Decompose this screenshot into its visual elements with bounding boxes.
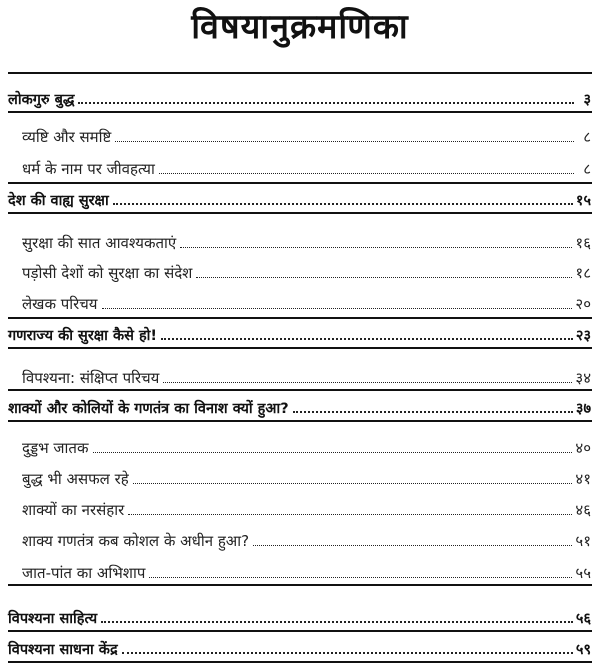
toc-entry[interactable]	[0, 527, 600, 551]
dot-leader	[133, 483, 573, 484]
toc-entry-title: दुड्डभ जातक	[22, 439, 89, 457]
toc-entry-page: १६	[575, 234, 591, 252]
toc-entry-page: २०	[575, 295, 591, 313]
dot-leader	[149, 577, 572, 578]
dot-leader	[196, 277, 572, 278]
toc-entry[interactable]	[0, 155, 600, 179]
toc-entry-title: शाक्यों का नरसंहार	[22, 501, 125, 519]
dot-leader	[101, 621, 573, 623]
dot-leader	[102, 308, 573, 309]
toc-entry-title: धर्म के नाम पर जीवहत्या	[22, 160, 155, 178]
toc-entry[interactable]	[0, 259, 600, 283]
toc-entry[interactable]	[0, 434, 600, 458]
divider	[8, 661, 592, 663]
toc-entry[interactable]	[0, 559, 600, 583]
toc-entry[interactable]	[0, 635, 600, 659]
toc-entry[interactable]	[0, 290, 600, 314]
divider	[8, 212, 592, 214]
divider	[8, 317, 592, 319]
dot-leader	[113, 203, 573, 205]
toc-entry[interactable]	[0, 364, 600, 388]
divider	[8, 347, 592, 349]
toc-entry[interactable]	[0, 85, 600, 109]
dot-leader	[78, 102, 574, 104]
toc-entry[interactable]	[0, 465, 600, 489]
toc-entry-title: लेखक परिचय	[22, 295, 98, 313]
toc-entry-title: जात-पांत का अभिशाप	[22, 564, 146, 582]
dot-leader	[93, 452, 573, 453]
toc-entry[interactable]	[0, 229, 600, 253]
toc-entry-title: देश की वाह्य सुरक्षा	[8, 193, 109, 209]
toc-entry[interactable]	[0, 394, 600, 418]
toc-entry-title: शाक्य गणतंत्र कब कोशल के अधीन हुआ?	[22, 532, 250, 550]
toc-entry-title: शाक्यों और कोलियों के गणतंत्र का विनाश क्यों हुआ?	[8, 401, 289, 417]
toc-entry-page: ५१	[575, 532, 591, 550]
toc-entry-page: ३७	[575, 401, 591, 417]
dot-leader	[163, 382, 572, 383]
divider	[8, 630, 592, 632]
toc-entry-title: लोकगुरु बुद्ध	[8, 92, 75, 108]
toc-entry-title: विपश्यना साहित्य	[8, 611, 98, 627]
toc-entry-page: ३	[583, 92, 591, 108]
toc-entry[interactable]	[0, 186, 600, 210]
divider	[8, 420, 592, 422]
divider	[8, 584, 592, 586]
dot-leader	[122, 652, 573, 654]
divider	[8, 389, 592, 391]
toc-entry-title: सुरक्षा की सात आवश्यकताएं	[22, 234, 177, 252]
toc-entry-page: ८	[583, 160, 591, 178]
toc-entry-title: बुद्ध भी असफल रहे	[22, 470, 129, 488]
toc-entry-title: पड़ोसी देशों को सुरक्षा का संदेश	[22, 264, 193, 282]
dot-leader	[159, 173, 574, 174]
toc-entry-page: १५	[575, 193, 591, 209]
toc-entry-page: ५९	[575, 642, 591, 658]
toc-entry-title: विपश्यना साधना केंद्र	[8, 642, 118, 658]
divider	[8, 72, 592, 74]
toc-entry-page: ४६	[575, 501, 591, 519]
dot-leader	[115, 141, 574, 142]
toc-entry[interactable]	[0, 321, 600, 345]
toc-entry-page: ४१	[575, 470, 591, 488]
toc-entry[interactable]	[0, 604, 600, 628]
divider	[8, 182, 592, 184]
toc-entry-title: गणराज्य की सुरक्षा कैसे हो!	[8, 328, 158, 344]
toc-entry-page: ३४	[575, 369, 591, 387]
toc-entry-page: ८	[583, 128, 591, 146]
toc-entry-page: ४०	[575, 439, 591, 457]
dot-leader	[180, 247, 572, 248]
toc-entry-title: व्यष्टि और समष्टि	[22, 128, 112, 146]
toc-entry-title: विपश्यना: संक्षिप्त परिचय	[22, 369, 160, 387]
toc-entry[interactable]	[0, 123, 600, 147]
toc-entry-page: २३	[575, 328, 591, 344]
toc-entry-page: ५५	[575, 564, 591, 582]
dot-leader	[128, 514, 572, 515]
toc-entry[interactable]	[0, 496, 600, 520]
toc-entry-page: १८	[575, 264, 591, 282]
dot-leader	[161, 338, 573, 340]
dot-leader	[253, 545, 572, 546]
divider	[8, 111, 592, 113]
toc-entry-page: ५६	[575, 611, 591, 627]
page-title: विषयानुक्रमणिका	[191, 7, 409, 47]
dot-leader	[293, 411, 573, 413]
